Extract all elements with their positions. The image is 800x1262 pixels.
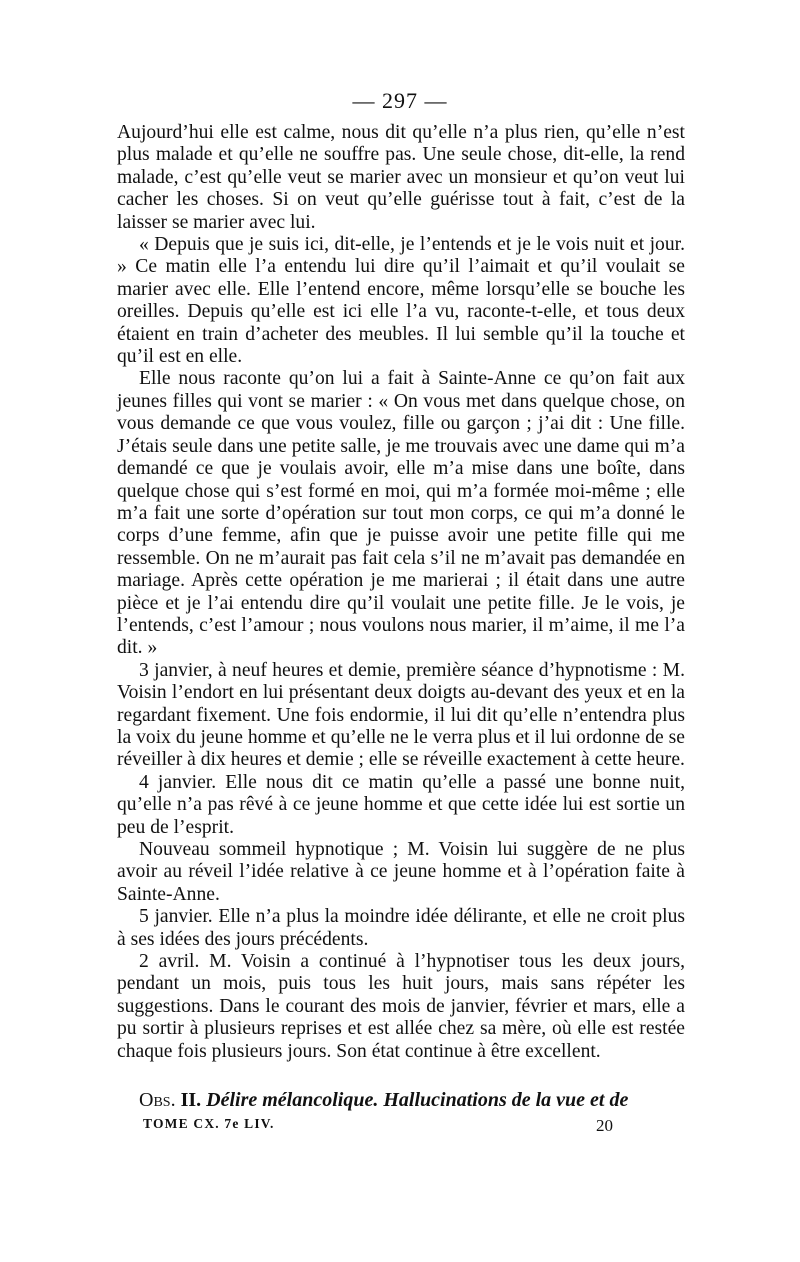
page-number: — 297 — [352, 88, 448, 113]
observation-number: II. [180, 1089, 202, 1111]
paragraph: 2 avril. M. Voisin a continué à l’hypnotiser tous les deux jours, pendant un mois, puis tous les huit jours, mais sans répéter les suggestions. Dans le courant des mois de janvier, février et mars, elle a pu sortir à plusieurs reprises et est allée chez sa mère, où elle est restée chaque fois plusieurs jours. Son état continue à être excellent. [117, 951, 685, 1062]
paragraph: Nouveau sommeil hypnotique ; M. Voisin lui suggère de ne plus avoir au réveil l’idée relative à ce jeune homme et à l’opération faite à Sainte-Anne. [117, 839, 685, 905]
volume-signature: TOME CX. 7e LIV. [143, 1116, 275, 1131]
sheet-number: 20 [596, 1116, 613, 1135]
body-text [117, 122, 685, 1063]
paragraph: 5 janvier. Elle n’a plus la moindre idée délirante, et elle ne croit plus à ses idées des jours précédents. [117, 906, 685, 950]
paragraph: « Depuis que je suis ici, dit-elle, je l’entends et je le vois nuit et jour. » Ce matin elle l’a entendu lui dire qu’il l’aimait et qu’il voulait se marier avec elle. Elle l’entend encore, même lorsqu’elle se bouche les oreilles. Depuis qu’elle est ici elle l’a vu, raconte-t-elle, et tous deux étaient en train d’acheter des meubles. Il lui semble qu’il la touche et qu’il est en elle. [117, 234, 685, 368]
paragraph: Elle nous raconte qu’on lui a fait à Sainte-Anne ce qu’on fait aux jeunes filles qui vont se marier : « On vous met dans quelque chose, on vous demande ce que vous voulez, fille ou garçon ; j’ai dit : Une fille. J’étais seule dans une petite salle, je me trouvais avec une dame qui m’a demandé ce que je voulais avoir, elle m’a mise dans une boîte, dans quelque chose qui s’est formé en moi, qui m’a formée moi-même ; elle m’a fait une sorte d’opération sur tout mon corps, ce qui m’a donné le corps d’une femme, afin que je puisse avoir une petite fille qui me ressemble. On ne m’aurait pas fait cela s’il ne m’avait pas demandée en mariage. Après cette opération je me marierai ; il était dans une autre pièce et je l’ai entendu dire qu’il voulait une petite fille. Je le vois, je l’entends, c’est l’amour ; nous voulons nous marier, il m’aime, il me l’a dit. » [117, 368, 685, 659]
observation-title: Délire mélancolique. Hallucinations de la vue et de [206, 1089, 629, 1111]
paragraph: Aujourd’hui elle est calme, nous dit qu’elle n’a plus rien, qu’elle n’est plus malade et qu’elle ne souffre pas. Une seule chose, dit-elle, la rend malade, c’est qu’elle veut se marier avec un monsieur et qu’on veut lui cacher les choses. Si on veut qu’elle guérisse tout à fait, c’est de la laisser se marier avec lui. [117, 122, 685, 233]
observation-label: Obs. [139, 1089, 176, 1111]
observation-heading [117, 1088, 685, 1112]
printer-signature [143, 1116, 613, 1136]
paragraph: 4 janvier. Elle nous dit ce matin qu’elle a passé une bonne nuit, qu’elle n’a pas rêvé à ce jeune homme et que cette idée lui est sortie un peu de l’esprit. [117, 771, 685, 838]
paragraph: 3 janvier, à neuf heures et demie, première séance d’hypnotisme : M. Voisin l’endort en lui présentant deux doigts au-devant des yeux et en la regardant fixement. Une fois endormie, il lui dit qu’elle n’entendra plus la voix du jeune homme et qu’elle ne le verra plus et il lui ordonne de se réveiller à dix heures et demie ; elle se réveille exactement à cette heure. [117, 659, 685, 771]
